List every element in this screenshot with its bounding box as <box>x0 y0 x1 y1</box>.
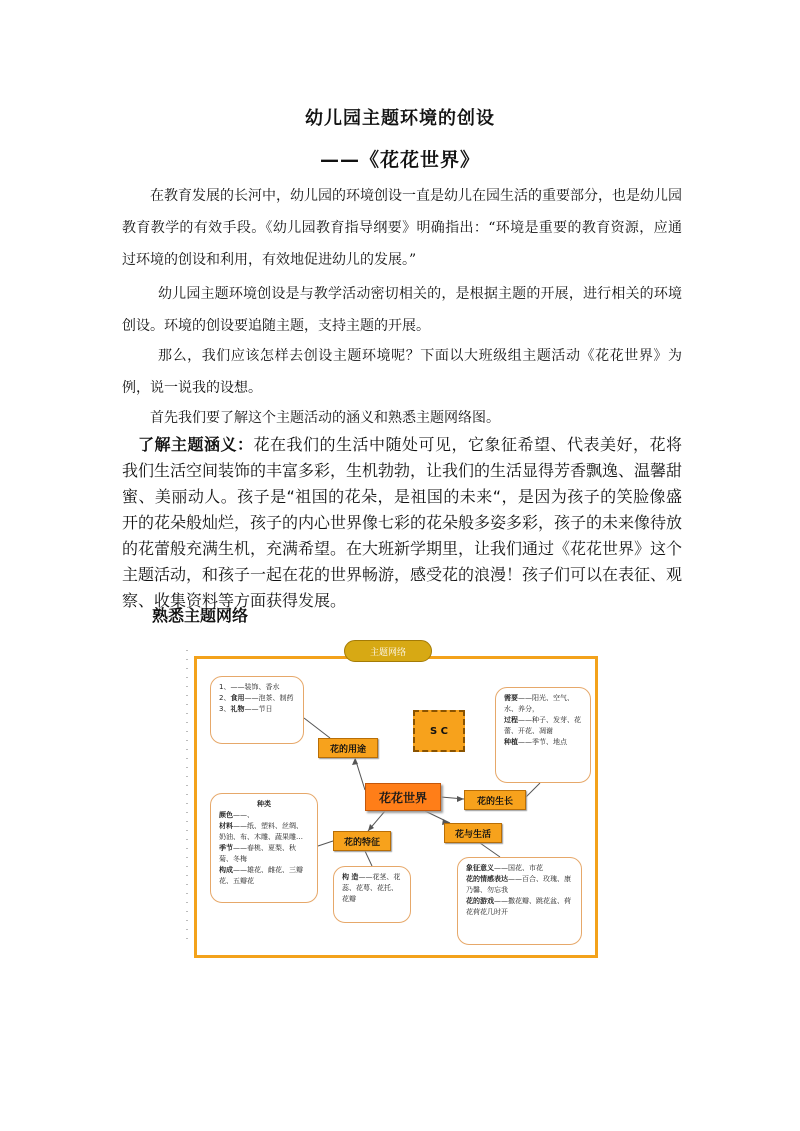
structure-card <box>333 866 411 923</box>
paragraph-2: 幼儿园主题环境创设是与教学活动密切相关的，是根据主题的开展，进行相关的环境创设。环境的创设要追随主题，支持主题的开展。 <box>122 286 682 334</box>
margin-ruler <box>186 650 188 945</box>
life-card <box>457 857 582 945</box>
center-node: 花花世界 <box>365 783 441 811</box>
node-grow: 花的生长 <box>464 790 526 810</box>
feature-material: 材料——纸、塑料、丝绸、奶油、布、木雕、蔬果雕… <box>219 822 303 841</box>
theme-meaning-label: 了解主题涵义： <box>138 435 254 454</box>
use-line-2: 2、食用——泡茶、制药 <box>219 694 294 702</box>
feature-color: 颜色——、 <box>219 811 254 819</box>
section-heading: 熟悉主题网络 <box>152 606 249 625</box>
grow-plant: 种植——季节、地点 <box>504 738 567 746</box>
node-feature: 花的特征 <box>333 831 391 851</box>
paragraph-4: 首先我们要了解这个主题活动的涵义和熟悉主题网络图。 <box>150 410 500 426</box>
node-use: 花的用途 <box>318 738 378 758</box>
structure-text: 构 造——花茎、花蕊、花萼、花托、花瓣 <box>342 873 401 903</box>
grow-process: 过程——种子、发芽、花蕾、开花、凋谢 <box>504 716 581 735</box>
use-card <box>210 676 304 744</box>
life-emotion: 花的情感表达——百合、玫瑰、康乃馨、勿忘我 <box>466 875 571 894</box>
theme-meaning-text: 花在我们的生活中随处可见，它象征希望、代表美好，花将我们生活空间装饰的丰富多彩，生机勃勃，让我们的生活显得芳香飘逸、温馨甜蜜、美丽动人。孩子是“祖国的花朵，是祖国的未来“，是因为孩子的笑脸像盛开的花朵般灿烂，孩子的内心世界像七彩的花朵般多姿多彩，孩子的未来像待放的花蕾般充满生机，充满希望。在大班新学期里，让我们通过《花花世界》这个主题活动，和孩子一起在花的世界畅游，感受花的浪漫！孩子们可以在表征、观察、收集资料等方面获得发展。 <box>122 435 683 610</box>
theme-network-header: 主题网络 <box>344 640 432 662</box>
feature-kind: 种类 <box>257 800 271 808</box>
feature-season: 季节——春桃、夏梨、秋菊、冬梅 <box>219 844 296 863</box>
use-line-3: 3、礼物——节日 <box>219 705 273 713</box>
life-symbol: 象征意义——国花、市花 <box>466 864 543 872</box>
life-game: 花的游戏——撒花瓣、跳花盆、荷花荷花几时开 <box>466 897 571 916</box>
theme-meaning-paragraph <box>122 432 682 614</box>
feature-card <box>210 793 318 903</box>
node-life: 花与生活 <box>444 823 502 843</box>
grow-need: 需要——阳光、空气、水、养分， <box>504 694 574 713</box>
feature-form: 构成——雄花、雌花、三瓣花、五瓣花 <box>219 866 303 885</box>
sc-node: S C <box>413 710 465 752</box>
document-title: 幼儿园主题环境的创设 <box>305 108 495 129</box>
paragraph-3: 那么，我们应该怎样去创设主题环境呢？下面以大班级组主题活动《花花世界》为例，说一说我的设想。 <box>122 348 682 396</box>
document-subtitle: ——《花花世界》 <box>319 149 480 171</box>
use-line-1: 1、——装饰、香水 <box>219 683 280 691</box>
intro-paragraph: 在教育发展的长河中，幼儿园的环境创设一直是幼儿在园生活的重要部分，也是幼儿园教育教学的有效手段。《幼儿园教育指导纲要》明确指出：“环境是重要的教育资源，应通过环境的创设和利用，有效地促进幼儿的发展。” <box>122 188 682 268</box>
grow-card <box>495 687 591 783</box>
